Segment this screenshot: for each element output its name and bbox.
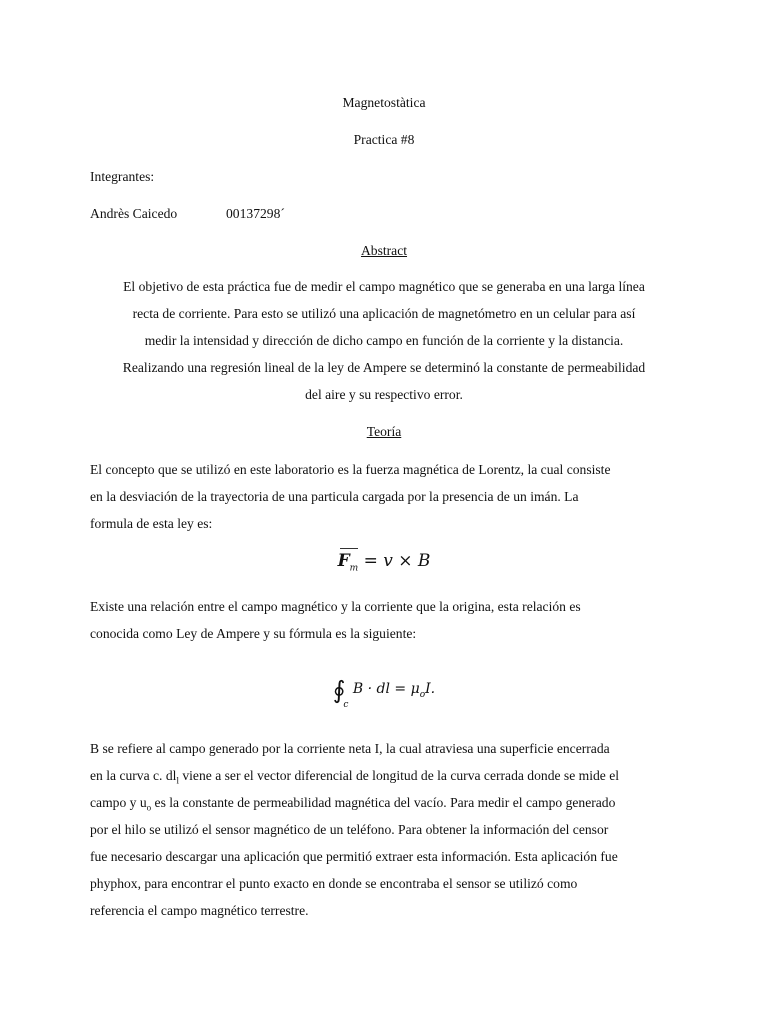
abstract-line: Realizando una regresión lineal de la ley de Ampere se determinó la constante de permeabilidad — [122, 360, 646, 375]
paragraph-line: fue necesario descargar una aplicación que permitió extraer esta información. Esta aplicación fue — [90, 849, 618, 864]
paragraph-line: en la desviación de la trayectoria de una particula cargada por la presencia de un imán. La — [90, 489, 579, 504]
equation-rhs: = v × B — [363, 551, 431, 571]
theory-paragraph-3 — [90, 739, 690, 928]
u-subscript: o — [146, 802, 152, 813]
abstract-line: recta de corriente. Para esto se utilizó una aplicación de magnetómetro en un celular para así — [132, 306, 636, 321]
member-id: 00137298´ — [226, 206, 285, 221]
practice-number: Practica #8 — [353, 132, 415, 147]
lorentz-force-equation — [0, 551, 768, 573]
member-name: Andrès Caicedo — [90, 206, 178, 221]
dl-subscript: l — [176, 775, 179, 786]
document-title: Magnetostàtica — [342, 95, 426, 110]
equation-tail: I. — [425, 681, 436, 697]
abstract-text — [86, 277, 682, 412]
theory-heading: Teoría — [366, 424, 402, 439]
paragraph-line: por el hilo se utilizó el sensor magnético de un teléfono. Para obtener la información del censor — [90, 822, 609, 837]
paragraph-line: referencia el campo magnético terrestre. — [90, 903, 309, 918]
paragraph-line: phyphox, para encontrar el punto exacto en donde se encontraba el sensor se utilizó como — [90, 876, 578, 891]
abstract-line: El objetivo de esta práctica fue de medir el campo magnético que se generaba en una larga línea — [123, 279, 645, 294]
equation-body: B · dl = μ — [352, 681, 420, 697]
paragraph-line: formula de esta ley es: — [90, 516, 213, 531]
contour-label: c — [343, 700, 349, 710]
paragraph-line: en la curva c. $dl_l$ viene a ser el vector diferencial de longitud de la curva cerrada donde se mide el — [90, 768, 620, 786]
ampere-law-equation — [0, 676, 768, 710]
paragraph-line: El concepto que se utilizó en este laboratorio es la fuerza magnética de Lorentz, la cual consiste — [90, 462, 611, 477]
abstract-line: medir la intensidad y dirección de dicho campo en función de la corriente y la distancia. — [144, 333, 624, 348]
paragraph-line: campo y $u_o$ es la constante de permeabilidad magnética del vacío. Para medir el campo generado — [90, 795, 616, 813]
contour-integral-symbol: ∮ — [332, 676, 346, 704]
theory-paragraph-1 — [90, 460, 690, 541]
paragraph-line: B se refiere al campo generado por la corriente neta I, la cual atraviesa una superficie encerrada — [90, 741, 610, 756]
paragraph-line: conocida como Ley de Ampere y su fórmula es la siguiente: — [90, 626, 417, 641]
abstract-heading: Abstract — [360, 243, 408, 258]
abstract-line: del aire y su respectivo error. — [305, 387, 463, 402]
force-vector: $F_m$ — [337, 551, 359, 574]
members-label: Integrantes: — [90, 169, 155, 184]
theory-paragraph-2 — [90, 597, 690, 651]
paragraph-line: Existe una relación entre el campo magnético y la corriente que la origina, esta relación es — [90, 599, 581, 614]
mu-subscript: o — [419, 689, 426, 700]
